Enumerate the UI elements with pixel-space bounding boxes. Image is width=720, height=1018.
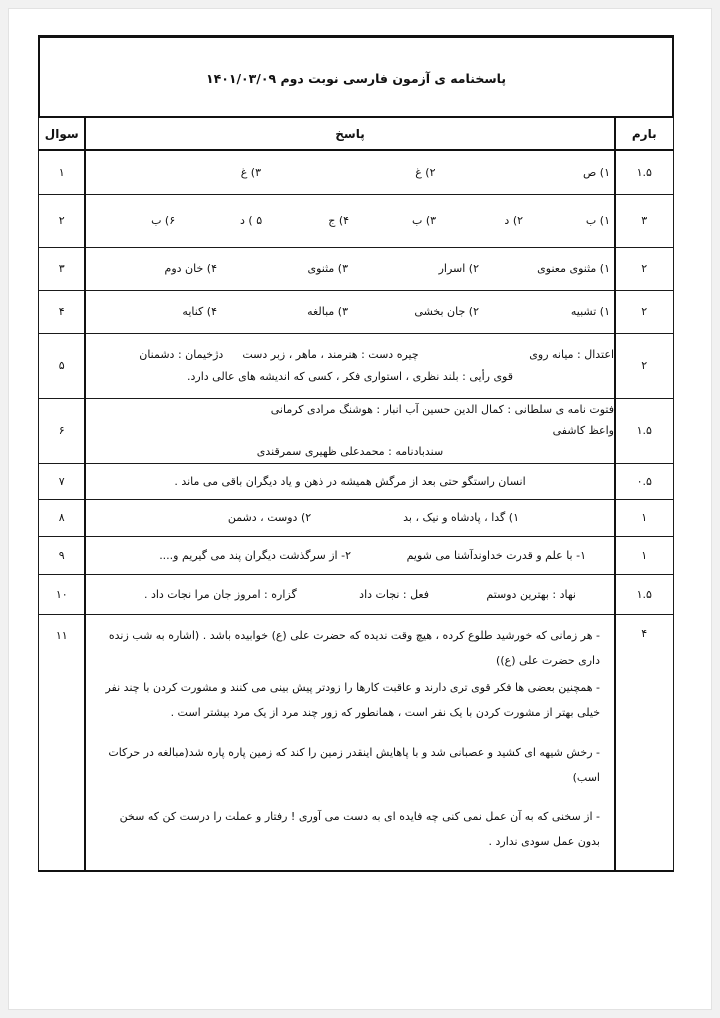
answer-option: فعل : نجات داد <box>359 587 429 601</box>
answer-option: ۴) خان دوم <box>164 261 217 275</box>
header-row <box>39 117 673 150</box>
row-score: ۲ <box>615 290 673 333</box>
row-number: ۷ <box>39 463 85 499</box>
row-answer: انسان راستگو حتی بعد از مرگش همیشه در ذهن و یاد دیگران باقی می ماند . <box>85 463 615 499</box>
answer-second-line: سندبادنامه : محمدعلی ظهیری سمرقندی <box>256 445 444 459</box>
paragraph-spacer <box>100 729 600 741</box>
answer-second-line: قوی رأیی : بلند نظری ، استواری فکر ، کسی که اندیشه های عالی دارد. <box>187 369 513 383</box>
row-score: ۱.۵ <box>615 398 673 463</box>
row-score: ۱ <box>615 536 673 574</box>
answer-option: ۲) د <box>504 213 524 227</box>
row-answer <box>85 574 615 614</box>
row-number: ۱۰ <box>39 574 85 614</box>
column-header-question: سوال <box>39 117 85 150</box>
row-answer <box>85 194 615 247</box>
answer-option: ۳) مثنوی <box>307 261 348 275</box>
answer-option: ۲) غ <box>415 165 436 179</box>
answer-paragraph: - از سخنی که به آن عمل نمی کنی چه فایده ای به دست می آوری ! رفتار و عملت را درست کن که سخن بدون عمل سودی ندارد . <box>119 810 600 849</box>
table-row <box>39 150 673 194</box>
answer-paragraph: - هر زمانی که خورشید طلوع کرده ، هیچ وقت ندیده که حضرت علی (ع) خوابیده باشد . (اشاره به شب زنده داری حضرت علی (ع)) <box>108 628 600 667</box>
table-row <box>39 574 673 614</box>
answer-option: ۱) تشبیه <box>570 304 610 318</box>
table-row <box>39 614 673 871</box>
row-score: ۰.۵ <box>615 463 673 499</box>
answer-option: ۵ ) د <box>240 213 263 227</box>
row-answer <box>85 290 615 333</box>
answer-option: ۳) ب <box>411 213 437 227</box>
row-number: ۱۱ <box>39 614 85 871</box>
table-row <box>39 463 673 499</box>
row-score: ۲ <box>615 333 673 398</box>
answer-segment <box>86 399 223 442</box>
answer-option: ۳) غ <box>240 165 262 179</box>
row-answer <box>85 398 615 463</box>
answer-option: ۱) ب <box>585 213 610 227</box>
row-number: ۱ <box>39 150 85 194</box>
row-score: ۱ <box>615 499 673 536</box>
row-answer <box>85 536 615 574</box>
answer-option: ۲) جان بخشی <box>414 304 479 318</box>
answer-option: ۱) گدا ، پادشاه و نیک ، بد <box>403 511 519 525</box>
row-answer <box>85 333 615 398</box>
answer-segment: آب انبار : هوشنگ مرادی کرمانی <box>270 402 419 416</box>
answer-segment: فتوت نامه ی سلطانی : کمال الدین حسین واعظ کاشفی <box>422 402 614 437</box>
table-row <box>39 333 673 398</box>
answer-option: ۳) مبالغه <box>307 304 348 318</box>
row-number: ۴ <box>39 290 85 333</box>
document-title-cell <box>39 37 673 118</box>
row-score: ۱.۵ <box>615 150 673 194</box>
answer-option: ۱- با علم و قدرت خداوندآشنا می شویم <box>406 548 586 562</box>
row-number: ۶ <box>39 398 85 463</box>
answer-option: ۱) مثنوی معنوی <box>537 261 610 275</box>
row-answer <box>85 614 615 871</box>
column-header-score: بارم <box>615 117 673 150</box>
table-row <box>39 398 673 463</box>
page-title: پاسخنامه ی آزمون فارسی نوبت دوم ۱۴۰۱/۰۳/۰۹ <box>205 70 507 86</box>
answer-option: نهاد : بهترین دوستم <box>486 587 576 601</box>
row-number: ۹ <box>39 536 85 574</box>
answer-segment: اعتدال : میانه روی <box>529 348 614 362</box>
row-number: ۲ <box>39 194 85 247</box>
row-score: ۴ <box>615 614 673 871</box>
paragraph-spacer <box>100 793 600 805</box>
answer-paragraph: - رخش شیهه ای کشید و عصبانی شد و با پاهایش اینقدر زمین را کند که زمین پاره پاره شد(مبالغه در حرکات اسب) <box>108 745 600 784</box>
row-answer <box>85 247 615 290</box>
answer-segment: چیره دست : هنرمند ، ماهر ، زبر دست <box>242 348 419 362</box>
row-number: ۵ <box>39 333 85 398</box>
table-row <box>39 194 673 247</box>
row-score: ۳ <box>615 194 673 247</box>
answer-option: ۲) اسرار <box>438 261 479 275</box>
answer-sheet <box>40 35 674 872</box>
row-score: ۲ <box>615 247 673 290</box>
table-row <box>39 290 673 333</box>
table-body <box>39 37 673 871</box>
column-header-answer: پاسخ <box>85 117 615 150</box>
table-row <box>39 536 673 574</box>
answer-paragraph: - همچنین بعضی ها فکر قوی تری دارند و عاقبت کارها را زودتر پیش بینی می کنند و مشورت کردن با چند نفر خیلی بهتر از مشورت کردن با یک نفر است ، همانطور که زور چند مرد از یک مرد بیشتر است . <box>105 681 600 720</box>
answer-option: ۶) ب <box>151 213 176 227</box>
row-score: ۱.۵ <box>615 574 673 614</box>
document-page <box>9 9 711 1009</box>
row-answer <box>85 499 615 536</box>
answer-option: ۱) ص <box>582 165 610 179</box>
answer-option: گزاره : امروز جان مرا نجات داد . <box>143 587 297 601</box>
row-number: ۸ <box>39 499 85 536</box>
answer-key-table <box>38 35 674 872</box>
answer-option: ۴) کنایه <box>182 304 217 318</box>
row-answer <box>85 150 615 194</box>
table-row <box>39 247 673 290</box>
title-row <box>39 37 673 118</box>
answer-option: ۴) ج <box>328 213 350 227</box>
row-number: ۳ <box>39 247 85 290</box>
table-row <box>39 499 673 536</box>
answer-option: ۲- از سرگذشت دیگران پند می گیریم و.... <box>159 548 351 562</box>
answer-segment: دژخیمان : دشمنان <box>139 348 224 362</box>
answer-option: ۲) دوست ، دشمن <box>227 511 312 525</box>
